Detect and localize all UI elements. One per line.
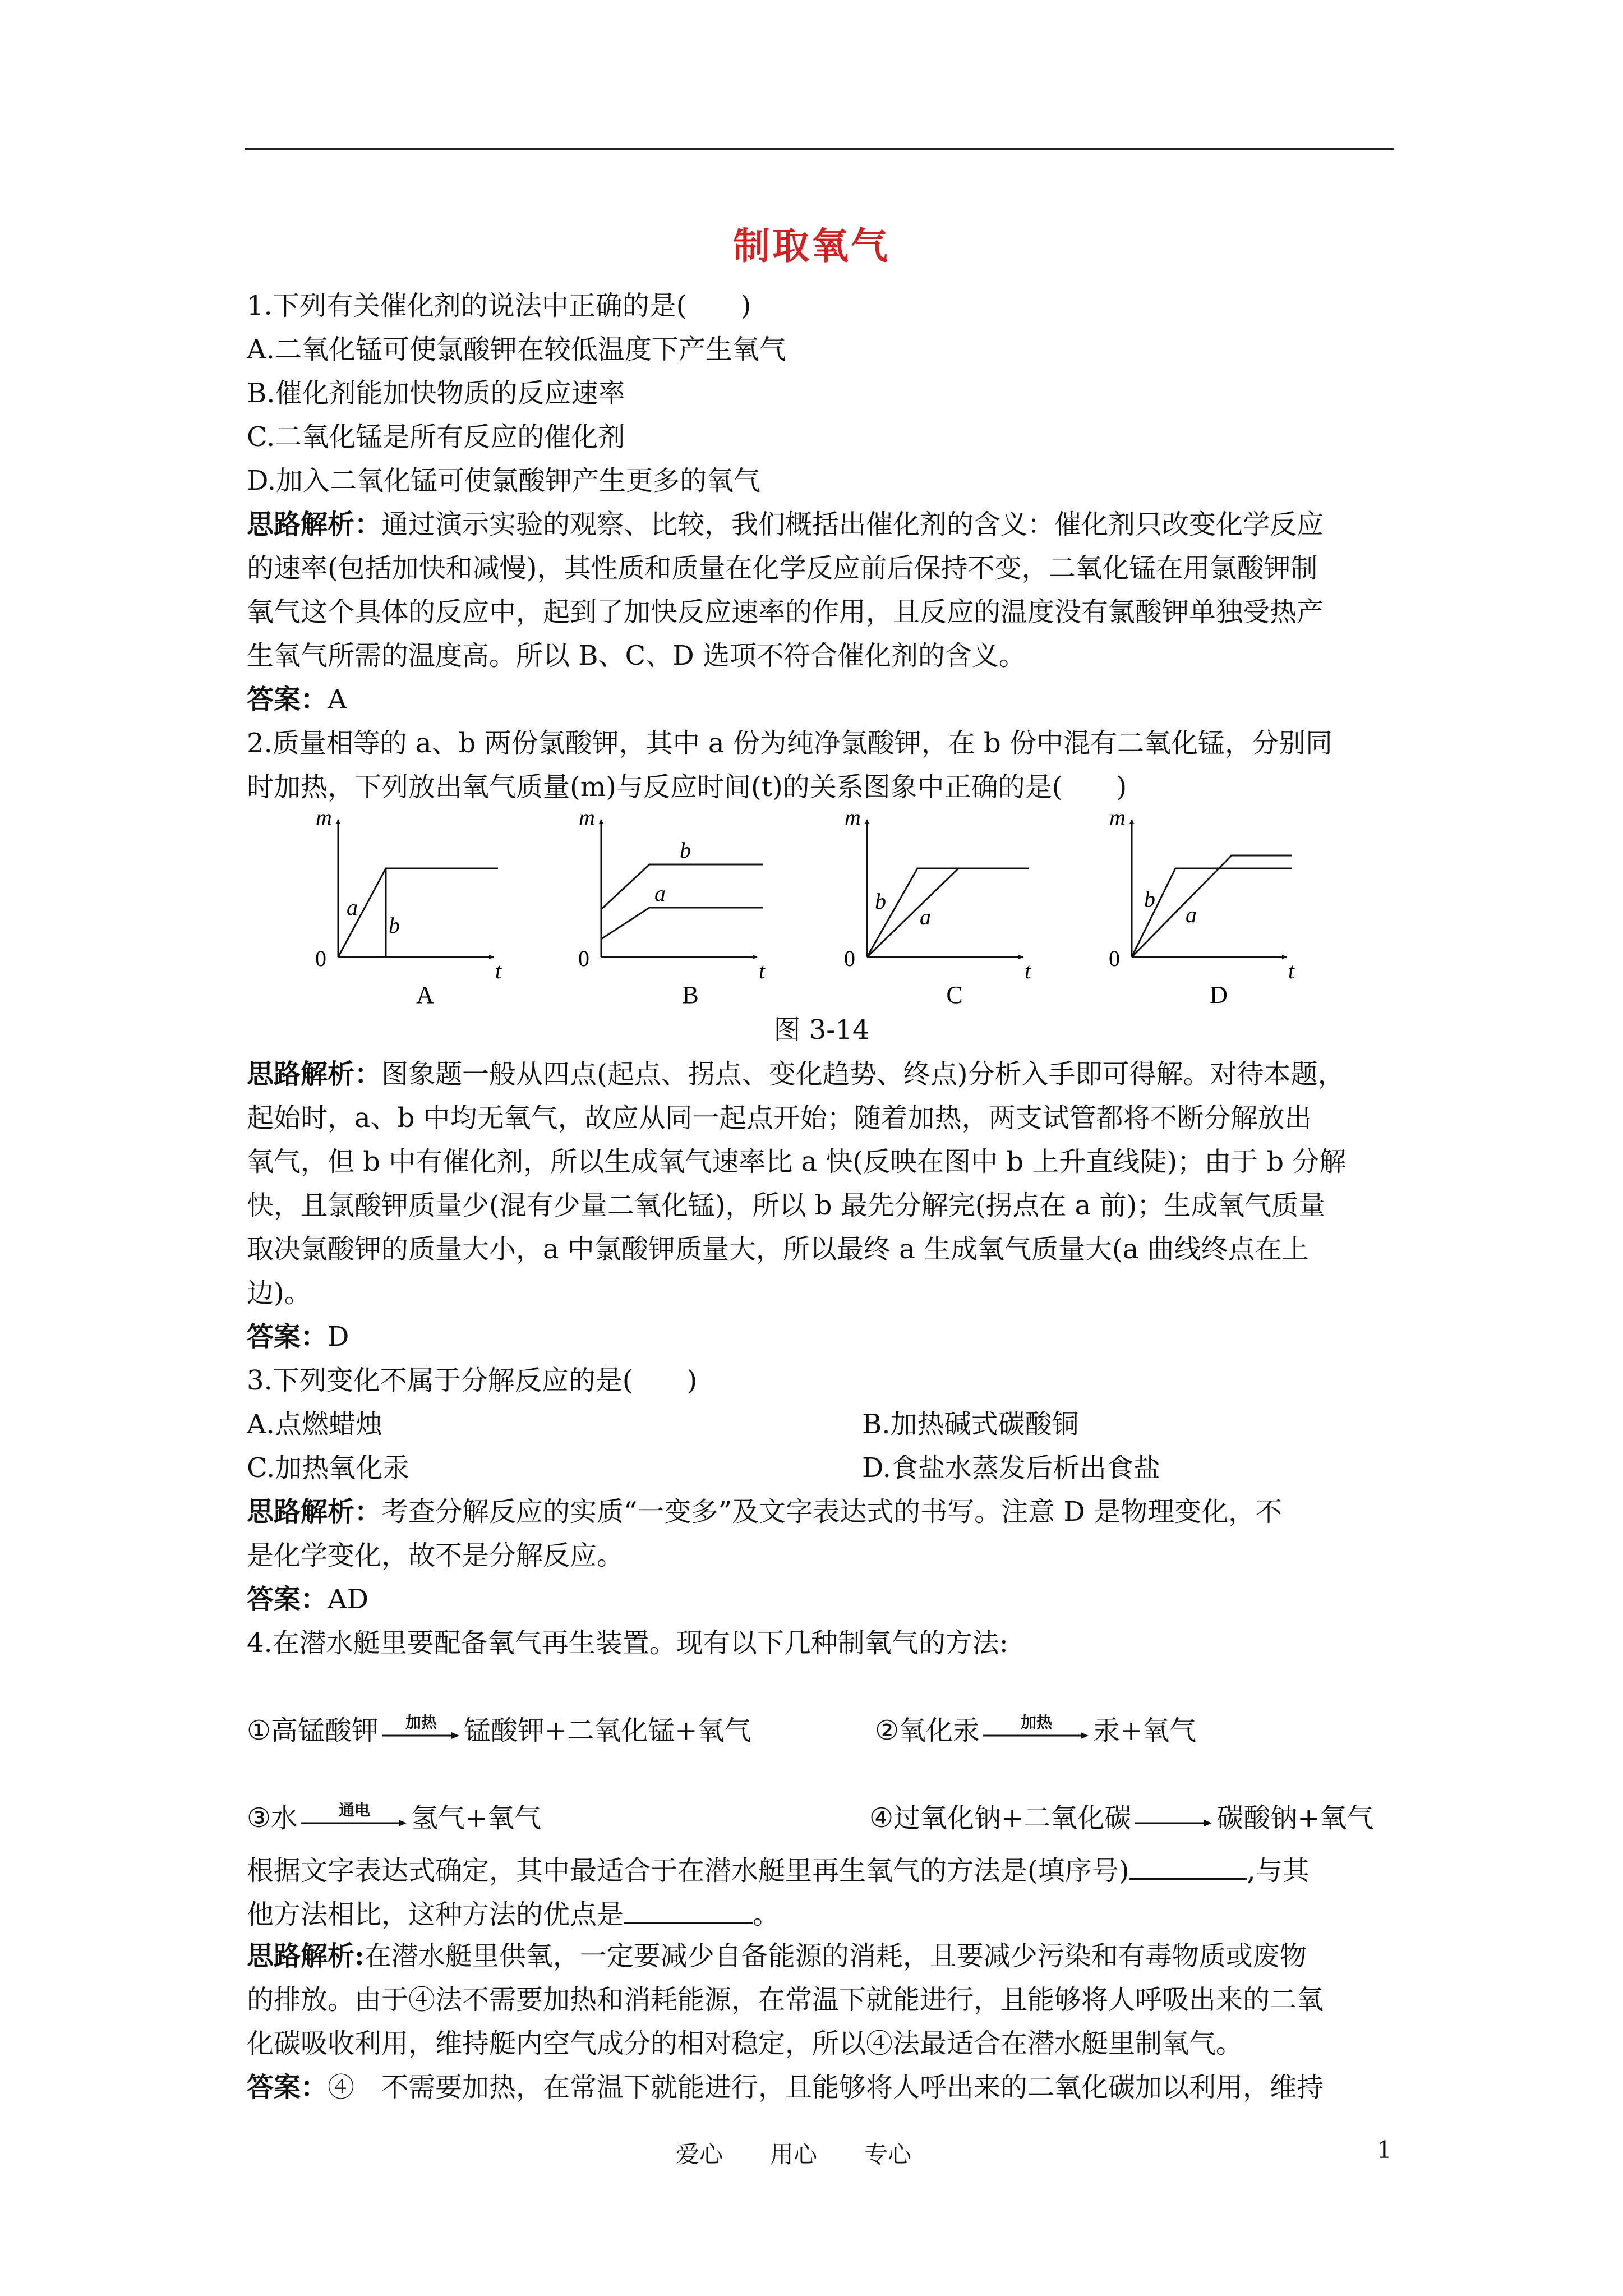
origin-label: 0 [578, 946, 589, 971]
figure-caption: 图 3-14 [773, 1014, 870, 1046]
series-label: b [680, 838, 691, 863]
analysis-label: 思路解析： [247, 509, 382, 540]
option: D.食盐水蒸发后析出食盐 [862, 1452, 1161, 1484]
y-axis-label: m [845, 811, 861, 830]
page-number: 1 [1377, 2136, 1392, 2164]
analysis-line: 边)。 [247, 1277, 311, 1309]
x-axis-label: t [1288, 958, 1295, 983]
analysis-line: 氧气这个具体的反应中，起到了加快反应速率的作用，且反应的温度没有氯酸钾单独受热产 [247, 596, 1324, 628]
question-2 [247, 721, 1396, 1359]
origin-label: 0 [1109, 946, 1120, 971]
analysis-line: 生氧气所需的温度高。所以 B、C、D 选项不符合催化剂的含义。 [247, 640, 1026, 671]
option: D.加入二氧化锰可使氯酸钾产生更多的氧气 [247, 465, 761, 496]
equation-1: ① 高锰酸钾 加热 锰酸钾+二氧化锰+氧气 [247, 1709, 875, 1752]
panel-label: B [682, 981, 699, 1007]
analysis-line: 的排放。由于④法不需要加热和消耗能源，在常温下就能进行，且能够将人呼吸出来的二氧 [247, 1984, 1324, 2016]
series-label: b [389, 913, 400, 938]
question-1 [247, 284, 1396, 721]
analysis-line: 取决氯酸钾的质量大小，a 中氯酸钾质量大，所以最终 a 生成氧气质量大(a 曲线终点在上 [247, 1234, 1309, 1265]
origin-label: 0 [315, 946, 326, 971]
graph-panels [247, 811, 1396, 1007]
analysis-line: 是化学变化，故不是分解反应。 [247, 1540, 624, 1571]
question-stem: 4.在潜水艇里要配备氧气再生装置。现有以下几种制氧气的方法: [247, 1627, 1008, 1659]
series-label: b [875, 889, 886, 914]
origin-label: 0 [844, 946, 855, 971]
equation-4: ④ 过氧化钠+二氧化碳 碳酸钠+氧气 [869, 1796, 1374, 1840]
series-label: b [1144, 886, 1155, 912]
figure-graphs [247, 811, 1396, 1007]
analysis-line: 思路解析：图象题一般从四点(起点、拐点、变化趋势、终点)分析入手即可得解。对待本题， [247, 1059, 1345, 1090]
option-row [247, 1446, 1396, 1490]
answer-label: 答案： [247, 1321, 328, 1352]
answer-line [247, 1577, 1396, 1621]
answer-label: 答案： [247, 2072, 328, 2103]
option: B.加热碱式碳酸铜 [862, 1409, 1079, 1440]
y-axis-label: m [1109, 811, 1126, 830]
analysis-line: 思路解析:在潜水艇里供氧，一定要减少自备能源的消耗，且要减少污染和有毒物质或废物 [247, 1940, 1307, 1972]
page-title: 制取氧气 [733, 224, 890, 268]
x-axis-label: t [495, 958, 502, 983]
reaction-arrow [1135, 1819, 1213, 1840]
option: A.二氧化锰可使氯酸钾在较低温度下产生氧气 [247, 334, 786, 365]
series-label: a [920, 904, 931, 930]
option: C.加热氧化汞 [247, 1452, 410, 1484]
graph-panel-c [867, 820, 1029, 957]
series-label: a [347, 895, 358, 920]
answer-value: D [328, 1321, 349, 1352]
question-stem: 2.质量相等的 a、b 两份氯酸钾，其中 a 份为纯净氯酸钾，在 b 份中混有二氧化锰，分别同 [247, 728, 1333, 759]
fill-blank-line: 他方法相比，这种方法的优点是 。 [247, 1890, 1396, 1934]
analysis-label: 思路解析: [247, 1940, 365, 1972]
document-body [247, 284, 1396, 2109]
reaction-arrow: 加热 [983, 1714, 1090, 1752]
question-3 [247, 1359, 1396, 1621]
option: C.二氧化锰是所有反应的催化剂 [247, 421, 625, 453]
graph-panel-a [338, 820, 498, 957]
analysis-line: 的速率(包括加快和减慢)，其性质和质量在化学反应前后保持不变，二氧化锰在用氯酸钾制 [247, 553, 1318, 584]
answer-blank[interactable] [1129, 1847, 1247, 1880]
analysis-line: 化碳吸收利用，维持艇内空气成分的相对稳定，所以④法最适合在潜水艇里制氧气。 [247, 2028, 1243, 2059]
header-rule [245, 148, 1394, 150]
option: A.点燃蜡烛 [247, 1409, 382, 1440]
reaction-arrow: 加热 [382, 1714, 460, 1752]
panel-label: D [1210, 981, 1228, 1007]
x-axis-label: t [759, 958, 766, 983]
series-label: a [1186, 902, 1197, 927]
analysis-line: 思路解析：通过演示实验的观察、比较，我们概括出催化剂的含义：催化剂只改变化学反应 [247, 509, 1324, 540]
question-stem: 3.下列变化不属于分解反应的是( ) [247, 1365, 698, 1396]
x-axis-label: t [1025, 958, 1031, 983]
equation-3: ③ 水 通电 氢气+氧气 [247, 1796, 869, 1840]
question-stem: 时加热，下列放出氧气质量(m)与反应时间(t)的关系图象中正确的是( ) [247, 771, 1127, 803]
question-stem: 1.下列有关催化剂的说法中正确的是( ) [247, 290, 751, 321]
panel-label: C [946, 981, 963, 1007]
analysis-line: 起始时，a、b 中均无氧气，故应从同一起点开始；随着加热，两支试管都将不断分解放出 [247, 1102, 1312, 1134]
fill-blank-line: 根据文字表达式确定，其中最适合于在潜水艇里再生氧气的方法是(填序号) ,与其 [247, 1847, 1396, 1890]
y-axis-label: m [579, 811, 595, 830]
answer-line [247, 678, 1396, 721]
analysis-label: 思路解析： [247, 1496, 382, 1527]
answer-label: 答案： [247, 684, 328, 715]
equation-2: ② 氧化汞 加热 汞+氧气 [875, 1709, 1196, 1752]
answer-value: AD [328, 1584, 369, 1615]
analysis-line: 快，且氯酸钾质量少(混有少量二氧化锰)，所以 b 最先分解完(拐点在 a 前)；生成氧气质量 [247, 1190, 1326, 1221]
answer-blank[interactable] [624, 1890, 753, 1924]
option: B.催化剂能加快物质的反应速率 [247, 378, 625, 409]
series-label: a [654, 881, 666, 906]
option-row [247, 1402, 1396, 1446]
reaction-arrow: 通电 [301, 1802, 408, 1840]
equation-row [247, 1752, 1396, 1840]
answer-value: ④ 不需要加热，在常温下就能进行，且能够将人呼出来的二氧化碳加以利用，维持 [328, 2072, 1324, 2103]
equation-row [247, 1665, 1396, 1752]
answer-label: 答案： [247, 1584, 328, 1615]
analysis-line: 思路解析：考查分解反应的实质“一变多”及文字表达式的书写。注意 D 是物理变化，不 [247, 1496, 1283, 1527]
answer-line [247, 1315, 1396, 1359]
answer-value: A [328, 684, 347, 715]
analysis-line: 氧气，但 b 中有催化剂，所以生成氧气速率比 a 快(反映在图中 b 上升直线陡)；由于 b 分解 [247, 1146, 1347, 1177]
graph-panel-d [1132, 820, 1292, 957]
answer-line [247, 2065, 1396, 2109]
analysis-label: 思路解析： [247, 1059, 382, 1090]
panel-label: A [416, 981, 434, 1007]
footer-motto: 爱心 用心 专心 [676, 2141, 912, 2168]
y-axis-label: m [316, 811, 332, 830]
question-4 [247, 1621, 1396, 2109]
